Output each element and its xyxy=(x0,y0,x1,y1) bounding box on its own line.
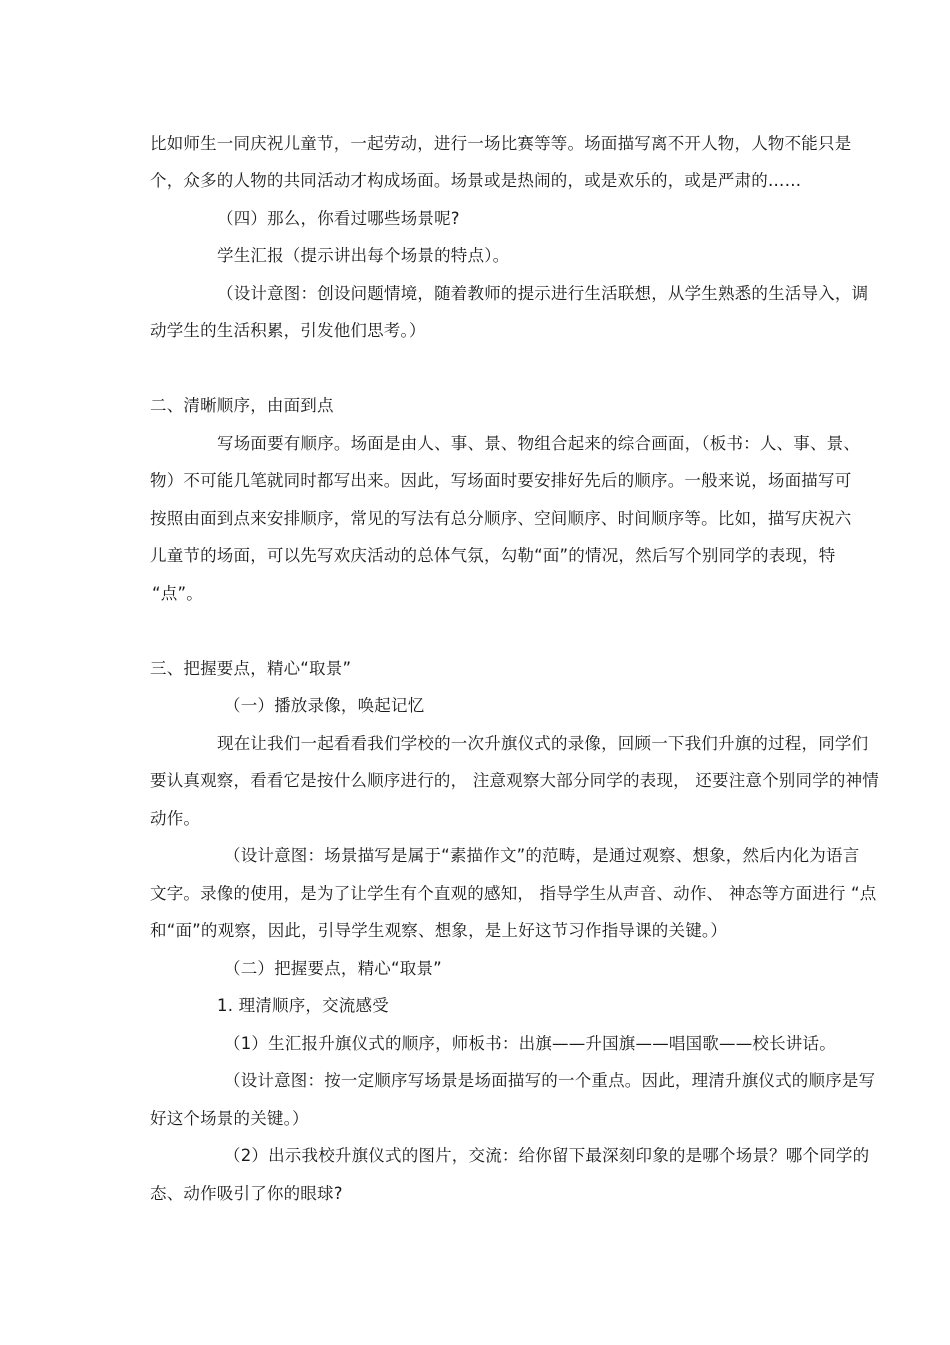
text-line: 文字。录像的使用，是为了让学生有个直观的感知， 指导学生从声音、动作、 神态等方面进行 “点 xyxy=(150,884,877,903)
text-line: 写场面要有顺序。场面是由人、事、景、物组合起来的综合画面，（板书：人、事、景、 xyxy=(217,434,861,453)
text-line: 按照由面到点来安排顺序，常见的写法有总分顺序、空间顺序、时间顺序等。比如，描写庆祝六 xyxy=(150,509,852,528)
text-line: （设计意图：创设问题情境，随着教师的提示进行生活联想，从学生熟悉的生活导入，调 xyxy=(217,284,869,303)
text-line: 和“面”的观察，因此，引导学生观察、想象，是上好这节习作指导课的关键。） xyxy=(150,921,728,940)
text-line: 动学生的生活积累，引发他们思考。） xyxy=(150,321,426,340)
text-line: “点”。 xyxy=(152,584,203,603)
text-line: （2）出示我校升旗仪式的图片，交流：给你留下最深刻印象的是哪个场景？哪个同学的 xyxy=(224,1146,870,1165)
text-line: 学生汇报（提示讲出每个场景的特点）。 xyxy=(217,246,510,265)
text-line: 动作。 xyxy=(150,809,201,828)
subsection-heading: （一）播放录像，唤起记忆 xyxy=(224,696,425,715)
text-line: （设计意图：场景描写是属于“素描作文”的范畴，是通过观察、想象，然后内化为语言 xyxy=(224,846,860,865)
section-heading: 三、把握要点，精心“取景” xyxy=(150,659,352,678)
text-line: 儿童节的场面，可以先写欢庆活动的总体气氛，勾勒“面”的情况，然后写个别同学的表现，特 xyxy=(150,546,836,565)
text-line: （设计意图：按一定顺序写场景是场面描写的一个重点。因此，理清升旗仪式的顺序是写 xyxy=(224,1071,876,1090)
text-line: （1）生汇报升旗仪式的顺序，师板书：出旗——升国旗——唱国歌——校长讲话。 xyxy=(224,1034,836,1053)
text-line: 比如师生一同庆祝儿童节，一起劳动，进行一场比赛等等。场面描写离不开人物，人物不能只是 xyxy=(150,134,852,153)
text-line: 态、动作吸引了你的眼球? xyxy=(150,1184,343,1203)
text-line: 物）不可能几笔就同时都写出来。因此，写场面时要安排好先后的顺序。一般来说，场面描写可 xyxy=(150,471,852,490)
text-line: 好这个场景的关键。） xyxy=(150,1109,309,1128)
section-heading: 二、清晰顺序，由面到点 xyxy=(150,396,334,415)
text-line: 个，众多的人物的共同活动才构成场面。场景或是热闹的，或是欢乐的，或是严肃的…… xyxy=(150,171,802,190)
text-line: 要认真观察，看看它是按什么顺序进行的， 注意观察大部分同学的表现， 还要注意个别同学的神情 xyxy=(150,771,879,790)
text-line: （四）那么，你看过哪些场景呢? xyxy=(217,209,460,228)
subsection-heading: （二）把握要点，精心“取景” xyxy=(224,959,442,978)
text-line: 现在让我们一起看看我们学校的一次升旗仪式的录像，回顾一下我们升旗的过程，同学们 xyxy=(217,734,869,753)
list-item: 1. 理清顺序，交流感受 xyxy=(217,996,389,1015)
